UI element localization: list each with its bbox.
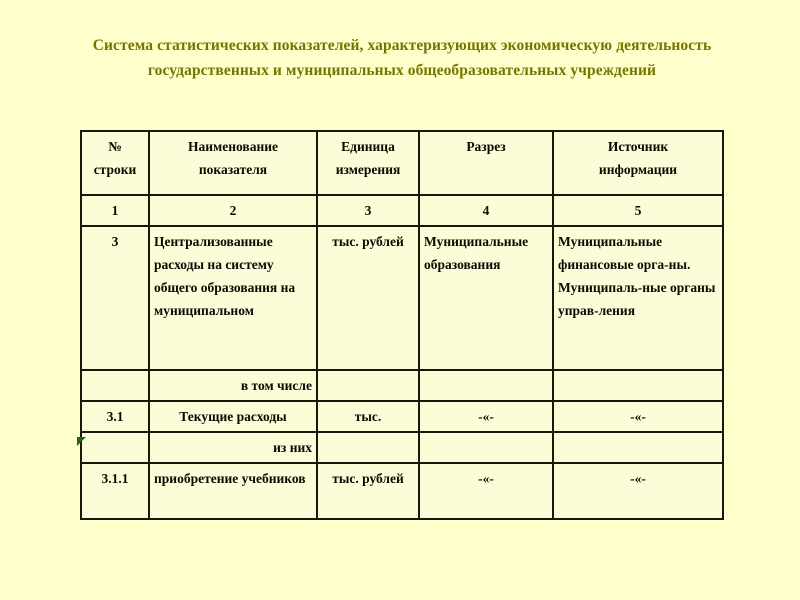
column-number-3: 3 bbox=[317, 195, 419, 226]
table-header-row bbox=[81, 131, 723, 195]
unit-cell: тыс. рублей bbox=[317, 463, 419, 519]
indicator-name-cell: из них bbox=[149, 432, 317, 463]
column-header-unit-line2: измерения bbox=[335, 162, 401, 177]
column-header-unit bbox=[317, 131, 419, 195]
column-header-section-line1: Разрез bbox=[466, 139, 506, 154]
table-row bbox=[81, 370, 723, 401]
section-cell: -«- bbox=[419, 401, 553, 432]
section-cell bbox=[419, 370, 553, 401]
statistics-indicators-table bbox=[80, 130, 724, 520]
table-row bbox=[81, 226, 723, 370]
column-number-5: 5 bbox=[553, 195, 723, 226]
unit-cell: тыс. рублей bbox=[317, 226, 419, 370]
source-cell: -«- bbox=[553, 401, 723, 432]
page-title: Система статистических показателей, характеризующих экономическую деятельность государственных и муниципальных общеобразовательных учреждений bbox=[92, 37, 712, 79]
indicator-name-cell: Текущие расходы bbox=[149, 401, 317, 432]
section-cell: Муниципальные образования bbox=[419, 226, 553, 370]
column-number-1: 1 bbox=[81, 195, 149, 226]
row-number-cell: 3.1.1 bbox=[81, 463, 149, 519]
column-header-indicator-name-line1: Наименование bbox=[188, 139, 278, 154]
indicator-name-cell: в том числе bbox=[149, 370, 317, 401]
source-cell: Муниципальные финансовые орга-ны. Муниципаль-ные органы управ-ления bbox=[553, 226, 723, 370]
column-header-indicator-name bbox=[149, 131, 317, 195]
column-number-2: 2 bbox=[149, 195, 317, 226]
row-number-cell bbox=[81, 370, 149, 401]
indicator-name-cell: Централизованные расходы на систему общего образования на муниципальном bbox=[149, 226, 317, 370]
column-header-indicator-name-line2: показателя bbox=[198, 162, 268, 177]
column-header-source bbox=[553, 131, 723, 195]
column-header-source-line2: информации bbox=[598, 162, 678, 177]
column-header-unit-line1: Единица bbox=[341, 139, 395, 154]
column-header-source-line1: Источник bbox=[607, 139, 669, 154]
table-row bbox=[81, 401, 723, 432]
row-number-cell bbox=[81, 432, 149, 463]
column-header-row-number bbox=[81, 131, 149, 195]
source-cell bbox=[553, 432, 723, 463]
row-number-cell: 3.1 bbox=[81, 401, 149, 432]
unit-cell: тыс. bbox=[317, 401, 419, 432]
table-column-numbering-row bbox=[81, 195, 723, 226]
indicator-name-cell: приобретение учебников bbox=[149, 463, 317, 519]
section-cell bbox=[419, 432, 553, 463]
column-header-section bbox=[419, 131, 553, 195]
source-cell bbox=[553, 370, 723, 401]
table-row bbox=[81, 432, 723, 463]
unit-cell bbox=[317, 432, 419, 463]
row-number-cell: 3 bbox=[81, 226, 149, 370]
unit-cell bbox=[317, 370, 419, 401]
table-row bbox=[81, 463, 723, 519]
source-cell: -«- bbox=[553, 463, 723, 519]
column-header-row-number-line2: строки bbox=[93, 162, 137, 177]
section-cell: -«- bbox=[419, 463, 553, 519]
column-number-4: 4 bbox=[419, 195, 553, 226]
column-header-row-number-line1: № bbox=[108, 139, 122, 154]
